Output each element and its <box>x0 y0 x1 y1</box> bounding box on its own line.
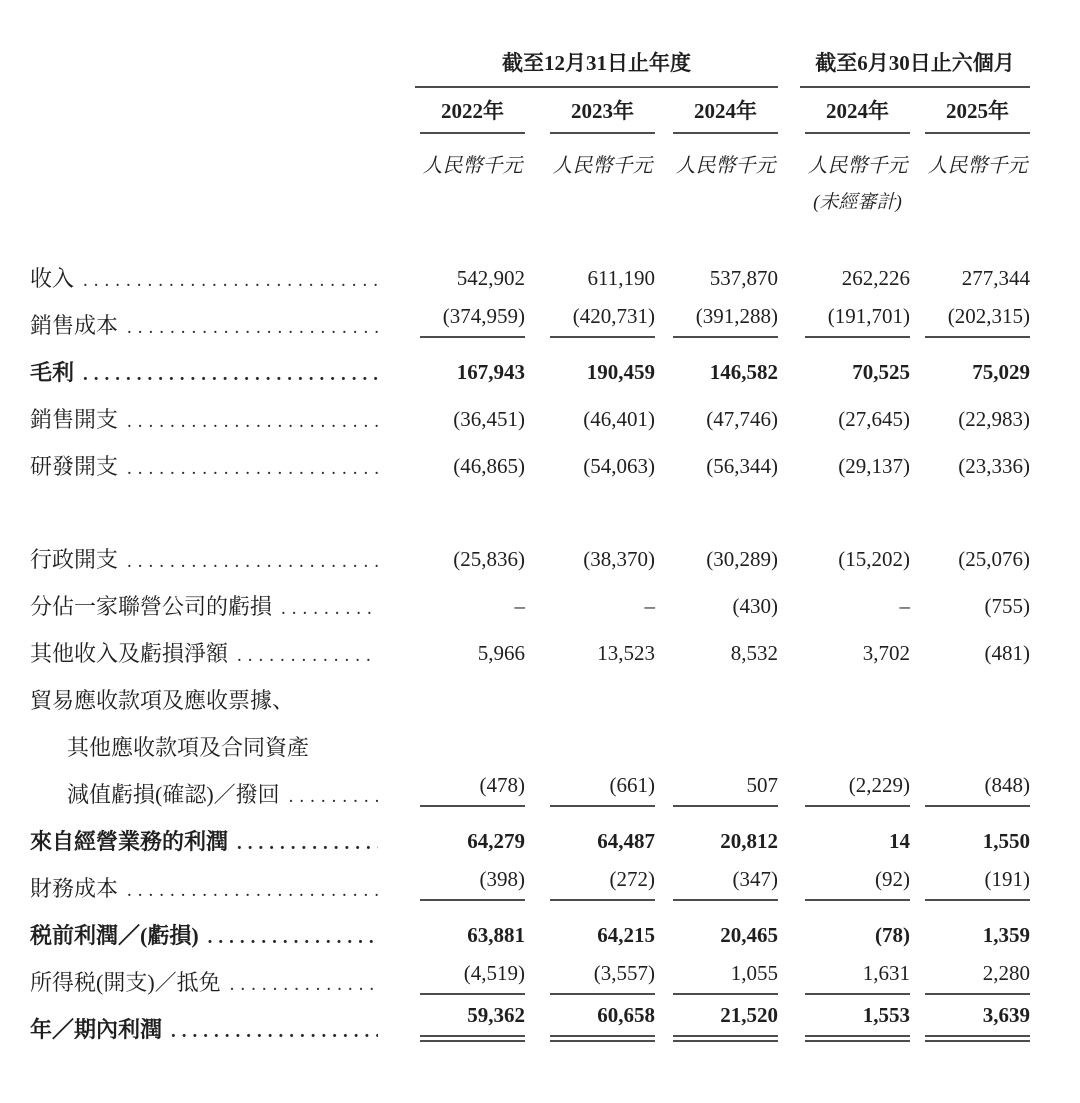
year-header-2022: 2022年 <box>388 95 525 134</box>
value-cell-hy2025: (755) <box>984 594 1030 618</box>
value-cell-fy2024: (56,344) <box>706 454 778 478</box>
value-cell-hy2025: 1,550 <box>982 829 1030 853</box>
value-cell-fy2023: (272) <box>525 867 655 903</box>
value-cell-hy2024: (27,645) <box>838 407 910 431</box>
value-cell-fy2024: (391,288) <box>655 304 778 340</box>
table-row <box>30 621 1030 668</box>
table-row <box>30 715 1030 762</box>
unit-2022: 人民幣千元 <box>422 155 523 177</box>
value-cell-fy2023: 13,523 <box>597 641 655 665</box>
value-cell-fy2022: (25,836) <box>453 547 525 571</box>
row-label-cell <box>30 778 388 809</box>
row-label-cell <box>30 356 388 387</box>
row-label: 毛利 <box>30 360 75 385</box>
value-cell-hy2024: (29,137) <box>838 454 910 478</box>
table-row <box>30 950 1030 997</box>
value-cell-hy2025: 277,344 <box>961 266 1030 290</box>
value-cell-hy2025 <box>910 760 1030 762</box>
dot-leader <box>83 364 378 386</box>
value-cell-hy2025: 1,359 <box>982 923 1030 947</box>
value-cell-hy2025: 75,029 <box>972 360 1030 384</box>
year-header-2023: 2023年 <box>525 95 655 134</box>
table-row <box>30 387 1030 434</box>
row-label: 研發開支 <box>30 454 119 479</box>
value-cell-fy2023 <box>525 713 655 715</box>
row-label: 來自經營業務的利潤 <box>30 829 229 854</box>
value-cell-hy2024: 14 <box>889 829 910 853</box>
value-cell-hy2025: (191) <box>910 867 1030 903</box>
row-label-cell <box>30 543 388 574</box>
value-cell-hy2025 <box>910 713 1030 715</box>
row-label: 其他收入及虧損淨額 <box>30 641 229 666</box>
value-cell-fy2024 <box>655 760 778 762</box>
unit-2023: 人民幣千元 <box>552 155 653 177</box>
value-cell-fy2022: (36,451) <box>453 407 525 431</box>
row-label-cell <box>30 731 388 762</box>
value-cell-hy2024: – <box>899 594 910 618</box>
table-row <box>30 997 1030 1044</box>
row-label-cell <box>30 450 388 481</box>
row-label-cell <box>30 309 388 340</box>
row-label-cell <box>30 825 388 856</box>
value-cell-fy2023: 611,190 <box>587 266 655 290</box>
row-label: 貿易應收款項及應收票據、 <box>30 688 295 713</box>
value-cell-fy2024: 20,465 <box>720 923 778 947</box>
unaudited-note-row <box>30 178 1030 214</box>
value-cell-fy2022: 59,362 <box>388 1003 525 1044</box>
dot-leader <box>289 786 378 808</box>
table-row <box>30 668 1030 715</box>
value-cell-fy2022: 5,966 <box>477 641 525 665</box>
dot-leader <box>171 1021 378 1043</box>
value-cell-hy2024 <box>778 713 910 715</box>
value-cell-hy2025: (23,336) <box>958 454 1030 478</box>
value-cell-fy2022 <box>388 760 525 762</box>
value-cell-fy2022: (4,519) <box>388 961 525 997</box>
value-cell-fy2022: 167,943 <box>456 360 525 384</box>
dot-leader <box>230 974 378 996</box>
value-cell-hy2024: (15,202) <box>838 547 910 571</box>
table-row <box>30 340 1030 387</box>
value-cell-hy2024: (191,701) <box>778 304 910 340</box>
row-label: 税前利潤／(虧損) <box>30 923 199 948</box>
value-cell-fy2024: (30,289) <box>706 547 778 571</box>
value-cell-fy2023: (3,557) <box>525 961 655 997</box>
value-cell-fy2024: 537,870 <box>709 266 778 290</box>
row-label: 財務成本 <box>30 876 119 901</box>
value-cell-fy2024: 21,520 <box>655 1003 778 1044</box>
row-label-cell <box>30 966 388 997</box>
value-cell-hy2025: (22,983) <box>958 407 1030 431</box>
value-cell-fy2024: (347) <box>655 867 778 903</box>
value-cell-fy2024: (430) <box>732 594 778 618</box>
value-cell-fy2024: (47,746) <box>706 407 778 431</box>
value-cell-fy2024: 8,532 <box>730 641 778 665</box>
value-cell-fy2022: 542,902 <box>456 266 525 290</box>
value-cell-fy2024: 20,812 <box>720 829 778 853</box>
value-cell-fy2024: 1,055 <box>655 961 778 997</box>
value-cell-fy2022: 63,881 <box>467 923 525 947</box>
dot-leader <box>237 645 378 667</box>
dot-leader <box>237 833 378 855</box>
annual-period-group-title: 截至12月31日止年度 <box>415 47 778 88</box>
row-label: 行政開支 <box>30 547 119 572</box>
value-cell-hy2025: (481) <box>984 641 1030 665</box>
unit-2024-interim: 人民幣千元 <box>807 155 908 177</box>
year-header-2025-interim: 2025年 <box>910 95 1030 134</box>
row-label: 年／期內利潤 <box>30 1017 163 1042</box>
value-cell-hy2024: (2,229) <box>778 773 910 809</box>
value-cell-fy2023: 60,658 <box>525 1003 655 1044</box>
row-label-cell <box>30 262 388 293</box>
value-cell-hy2024: 262,226 <box>841 266 910 290</box>
value-cell-fy2023: – <box>644 594 655 618</box>
row-label: 分佔一家聯營公司的虧損 <box>30 594 273 619</box>
row-label: 銷售開支 <box>30 407 119 432</box>
year-header-row <box>30 88 1030 134</box>
value-cell-fy2024 <box>655 713 778 715</box>
dot-leader <box>127 458 378 480</box>
value-cell-fy2023: (420,731) <box>525 304 655 340</box>
row-label-cell <box>30 919 388 950</box>
row-label-cell <box>30 872 388 903</box>
value-cell-hy2024: (78) <box>875 923 910 947</box>
year-header-2024-interim: 2024年 <box>778 95 910 134</box>
table-row <box>30 574 1030 621</box>
table-row <box>30 762 1030 809</box>
value-cell-fy2023: (46,401) <box>583 407 655 431</box>
value-cell-fy2022: (398) <box>388 867 525 903</box>
table-row <box>30 434 1030 481</box>
unaudited-note: (未經審計) <box>813 192 902 213</box>
unit-2025-interim: 人民幣千元 <box>927 155 1028 177</box>
row-label: 所得税(開支)／抵免 <box>30 970 221 995</box>
value-cell-fy2023: (38,370) <box>583 547 655 571</box>
value-cell-hy2024: 70,525 <box>852 360 910 384</box>
value-cell-hy2024: 1,553 <box>778 1003 910 1044</box>
row-label-cell <box>30 1013 388 1044</box>
value-cell-hy2025: (25,076) <box>958 547 1030 571</box>
value-cell-hy2024: (92) <box>778 867 910 903</box>
currency-unit-row <box>30 134 1030 178</box>
year-header-2024: 2024年 <box>655 95 778 134</box>
row-label-cell <box>30 637 388 668</box>
dot-leader <box>127 411 378 433</box>
row-label-cell <box>30 684 388 715</box>
table-body <box>30 246 1030 1044</box>
row-label: 收入 <box>30 266 75 291</box>
value-cell-hy2024: 3,702 <box>862 641 910 665</box>
row-label: 其他應收款項及合同資產 <box>67 735 310 760</box>
table-row <box>30 246 1030 293</box>
value-cell-fy2023: 190,459 <box>586 360 655 384</box>
table-row <box>30 856 1030 903</box>
row-label: 減值虧損(確認)／撥回 <box>67 782 280 807</box>
value-cell-fy2023: 64,487 <box>597 829 655 853</box>
row-label-cell <box>30 590 388 621</box>
dot-leader <box>127 551 378 573</box>
period-group-row <box>30 46 1030 88</box>
value-cell-hy2024 <box>778 760 910 762</box>
interim-period-group-title: 截至6月30日止六個月 <box>800 47 1030 88</box>
row-label-cell <box>30 403 388 434</box>
value-cell-fy2022: 64,279 <box>467 829 525 853</box>
value-cell-hy2025: (848) <box>910 773 1030 809</box>
dot-leader <box>127 317 378 339</box>
table-row <box>30 293 1030 340</box>
value-cell-fy2023: (54,063) <box>583 454 655 478</box>
value-cell-fy2022: (374,959) <box>388 304 525 340</box>
dot-leader <box>208 927 378 949</box>
value-cell-hy2025: 3,639 <box>910 1003 1030 1044</box>
dot-leader <box>83 270 378 292</box>
value-cell-hy2025: (202,315) <box>910 304 1030 340</box>
value-cell-fy2022: (46,865) <box>453 454 525 478</box>
value-cell-fy2023: (661) <box>525 773 655 809</box>
table-row <box>30 527 1030 574</box>
value-cell-fy2022 <box>388 713 525 715</box>
value-cell-hy2024: 1,631 <box>778 961 910 997</box>
value-cell-fy2022: – <box>514 594 525 618</box>
value-cell-hy2025: 2,280 <box>910 961 1030 997</box>
table-header <box>30 46 1030 214</box>
table-row <box>30 809 1030 856</box>
dot-leader <box>127 880 378 902</box>
dot-leader <box>281 598 378 620</box>
value-cell-fy2023 <box>525 760 655 762</box>
table-row <box>30 903 1030 950</box>
row-label: 銷售成本 <box>30 313 119 338</box>
value-cell-fy2024: 146,582 <box>709 360 778 384</box>
value-cell-fy2024: 507 <box>655 773 778 809</box>
value-cell-fy2022: (478) <box>388 773 525 809</box>
unit-2024: 人民幣千元 <box>675 155 776 177</box>
value-cell-fy2023: 64,215 <box>597 923 655 947</box>
